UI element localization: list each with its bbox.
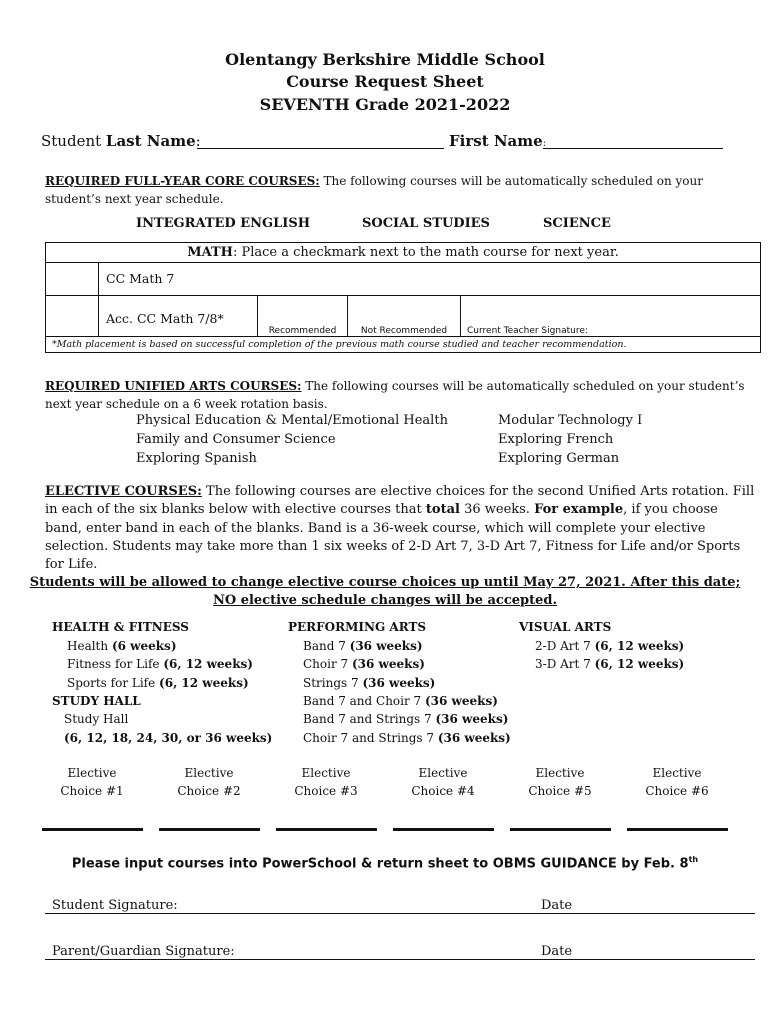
math-footnote: *Math placement is based on successful completion of the previous math course studied and teacher recommendation. (46, 337, 761, 353)
unified-left-2: Family and Consumer Science (136, 432, 336, 447)
elective-choice-2-field[interactable] (159, 828, 260, 831)
core-course-english: INTEGRATED ENGLISH (136, 216, 310, 231)
last-name-field[interactable] (197, 148, 444, 149)
performing-item-6: Choir 7 and Strings 7 (36 weeks) (303, 731, 511, 745)
elective-choice-5-field[interactable] (510, 828, 611, 831)
study-hall-item: Study Hall (64, 712, 129, 726)
unified-right-3: Exploring German (498, 451, 620, 466)
core-text-line2: student’s next year schedule. (45, 192, 224, 206)
parent-signature-label: Parent/Guardian Signature: (52, 944, 235, 959)
elective-choice-2-label: Elective Choice #2 (177, 766, 241, 798)
grade-title: SEVENTH Grade 2021-2022 (259, 95, 511, 114)
student-label: Student (41, 132, 106, 150)
unified-left-1: Physical Education & Mental/Emotional Health (136, 413, 448, 428)
elective-choice-6-label: Elective Choice #6 (645, 766, 709, 798)
math-option-cc: CC Math 7 (99, 263, 761, 296)
last-name-label: Last Name (105, 132, 196, 150)
student-date-field[interactable] (531, 913, 755, 914)
unified-left-3: Exploring Spanish (136, 451, 257, 466)
elective-choice-1-label: Elective Choice #1 (60, 766, 124, 798)
performing-heading: PERFORMING ARTS (288, 620, 427, 634)
parent-date-label: Date (541, 944, 573, 959)
footer-instruction: Please input courses into PowerSchool & return sheet to OBMS GUIDANCE by Feb. 8th (71, 855, 699, 872)
core-text-line1: REQUIRED FULL-YEAR CORE COURSES: The following courses will be automatically scheduled on your (45, 174, 703, 188)
visual-heading: VISUAL ARTS (519, 620, 612, 634)
student-signature-label: Student Signature: (52, 898, 178, 913)
first-name-label: First Name (449, 132, 543, 150)
performing-item-5: Band 7 and Strings 7 (36 weeks) (303, 712, 509, 726)
elective-text-line2: in each of the six blanks below with elective courses that total 36 weeks. For example, if you choose (45, 502, 718, 517)
performing-item-3: Strings 7 (36 weeks) (303, 676, 436, 690)
parent-date-field[interactable] (531, 959, 755, 960)
math-checkbox-acc[interactable] (46, 296, 99, 337)
student-name-row: Student Last Name: (41, 132, 201, 150)
math-header-cell: MATH: Place a checkmark next to the math course for next year. (46, 243, 761, 263)
health-heading: HEALTH & FITNESS (52, 620, 189, 634)
core-course-science: SCIENCE (543, 216, 611, 231)
elective-choice-5-label: Elective Choice #5 (528, 766, 592, 798)
not-recommended-cell[interactable]: Not Recommended (348, 296, 461, 337)
core-course-social-studies: SOCIAL STUDIES (362, 216, 490, 231)
elective-text-line3: band, enter band in each of the blanks. Band is a 36-week course, which will complete your elective (45, 521, 706, 536)
unified-right-2: Exploring French (498, 432, 614, 447)
elective-text-line4: selection. Students may take more than 1 six weeks of 2-D Art 7, 3-D Art 7, Fitness for Life and/or Sports (45, 539, 741, 554)
teacher-signature-cell[interactable]: Current Teacher Signature: (461, 296, 761, 337)
elective-notice-2: NO elective schedule changes will be accepted. (212, 593, 558, 608)
parent-signature-field[interactable] (45, 959, 531, 960)
unified-right-1: Modular Technology I (498, 413, 643, 428)
student-date-label: Date (541, 898, 573, 913)
elective-choice-3-label: Elective Choice #3 (294, 766, 358, 798)
elective-choice-4-label: Elective Choice #4 (411, 766, 475, 798)
health-item-1: Health (6 weeks) (67, 639, 177, 653)
recommended-cell[interactable]: Recommended (258, 296, 348, 337)
visual-item-1: 2-D Art 7 (6, 12 weeks) (535, 639, 685, 653)
performing-item-1: Band 7 (36 weeks) (303, 639, 423, 653)
elective-choice-3-field[interactable] (276, 828, 377, 831)
elective-heading: ELECTIVE COURSES: (45, 484, 202, 499)
student-signature-field[interactable] (45, 913, 531, 914)
math-checkbox-cc[interactable] (46, 263, 99, 296)
school-name: Olentangy Berkshire Middle School (225, 50, 545, 69)
elective-choice-4-field[interactable] (393, 828, 494, 831)
health-item-2: Fitness for Life (6, 12 weeks) (67, 657, 253, 671)
first-name-row: First Name: (449, 132, 547, 150)
elective-choice-1-field[interactable] (42, 828, 143, 831)
elective-text-line1: ELECTIVE COURSES: The following courses are elective choices for the second Unified Arts rotation. Fill (45, 484, 755, 499)
first-name-field[interactable] (543, 148, 723, 149)
math-label: MATH (187, 245, 233, 260)
elective-choice-6-field[interactable] (627, 828, 728, 831)
math-option-acc: Acc. CC Math 7/8* (99, 296, 258, 337)
performing-item-2: Choir 7 (36 weeks) (303, 657, 425, 671)
study-hall-heading: STUDY HALL (52, 694, 141, 708)
study-hall-weeks: (6, 12, 18, 24, 30, or 36 weeks) (64, 731, 273, 745)
visual-item-2: 3-D Art 7 (6, 12 weeks) (535, 657, 685, 671)
health-item-3: Sports for Life (6, 12 weeks) (67, 676, 249, 690)
unified-text-line1: REQUIRED UNIFIED ARTS COURSES: The following courses will be automatically scheduled on your student’s (45, 379, 745, 393)
unified-heading: REQUIRED UNIFIED ARTS COURSES: (45, 379, 302, 393)
sheet-title: Course Request Sheet (286, 72, 484, 91)
core-heading: REQUIRED FULL-YEAR CORE COURSES: (45, 174, 320, 188)
math-table (45, 242, 761, 353)
unified-text-line2: next year schedule on a 6 week rotation basis. (45, 397, 328, 411)
elective-text-line5: for Life. (45, 557, 98, 572)
performing-item-4: Band 7 and Choir 7 (36 weeks) (303, 694, 498, 708)
elective-notice-1: Students will be allowed to change elective course choices up until May 27, 2021. After this date; (29, 575, 741, 590)
